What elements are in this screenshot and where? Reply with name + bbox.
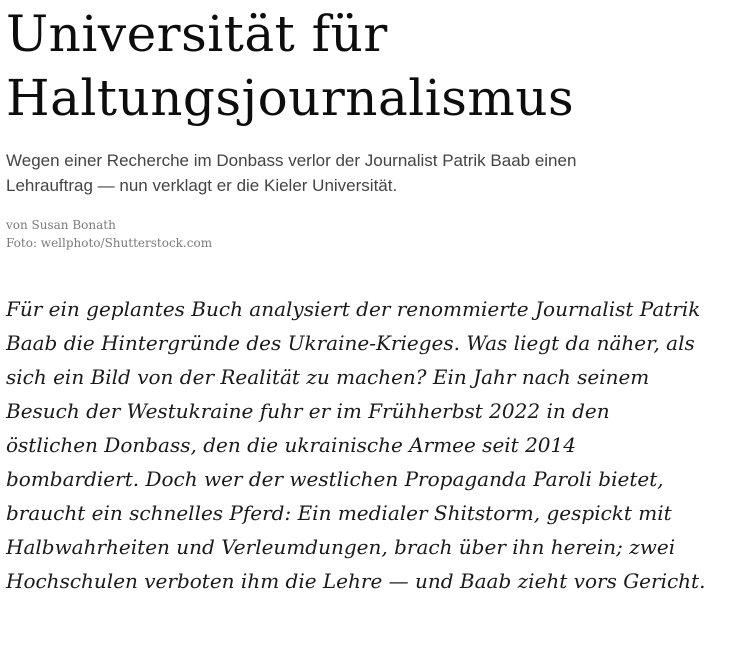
article-headline — [6, 0, 724, 130]
author-byline: von Susan Bonath — [6, 218, 116, 232]
headline-line-2: Haltungsjournalismus — [6, 69, 575, 127]
article-meta — [6, 216, 724, 252]
article-body: Für ein geplantes Buch analysiert der renommierte Journalist Patrik Baab die Hintergründe des Ukraine-Krieges. Was liegt da näher, als sich ein Bild von der Realität zu machen? Ein Jahr nach seinem Besuch der Westukraine fuhr er im Frühherbst 2022 in den östlichen Donbass, den die ukrainische Armee seit 2014 bombardiert. Doch wer der westlichen Propaganda Paroli bietet, braucht ein schnelles Pferd: Ein medialer Shitstorm, gespickt mit Halbwahrheiten und Verleumdungen, brach über ihn herein; zwei Hochschulen verboten ihm die Lehre — und Baab zieht vors Gericht. — [6, 297, 706, 593]
article — [6, 0, 724, 598]
photo-credit: Foto: wellphoto/Shutterstock.com — [6, 236, 213, 250]
article-subtitle: Wegen einer Recherche im Donbass verlor der Journalist Patrik Baab einen Lehrauftrag — nun verklagt er die Kieler Universität. — [6, 151, 577, 195]
headline-line-1: Universität für — [6, 5, 388, 63]
